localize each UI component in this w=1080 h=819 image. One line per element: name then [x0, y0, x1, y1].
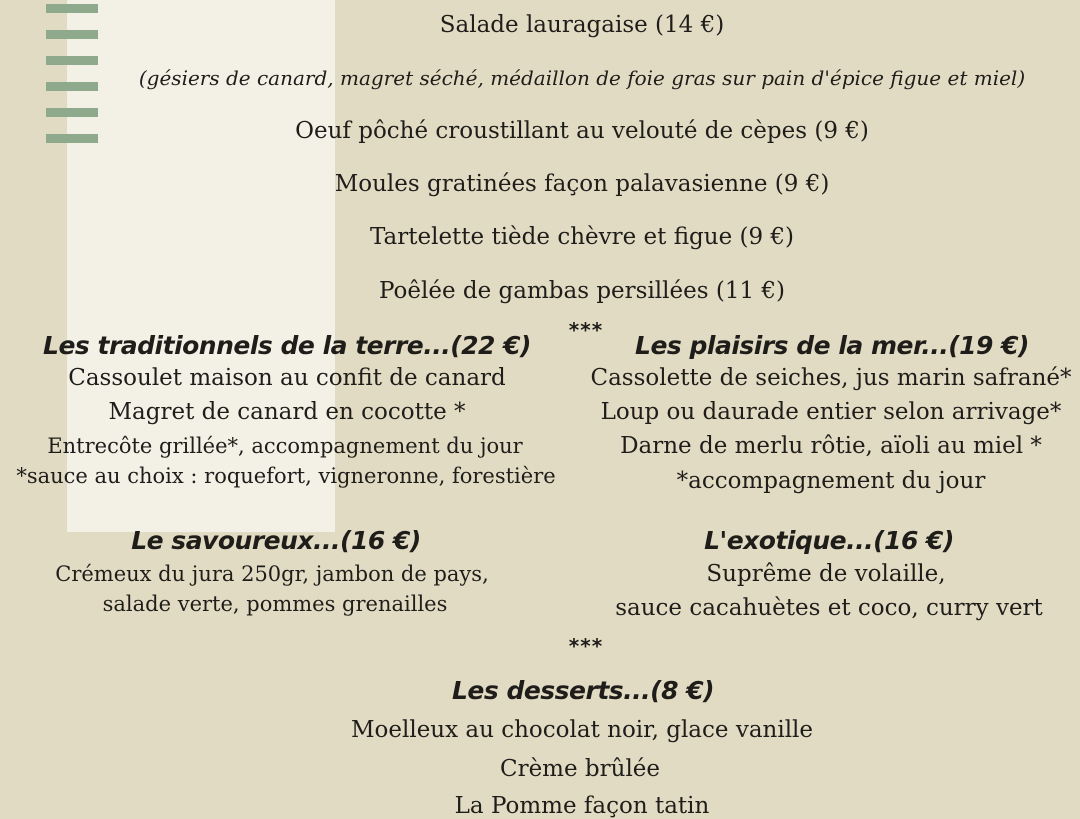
- section-title-exotique: L'exotique...(16 €): [704, 526, 954, 555]
- separator: ***: [568, 634, 604, 658]
- starter-item: Oeuf pôché croustillant au velouté de cèpes (9 €): [295, 118, 869, 144]
- menu-item: salade verte, pommes grenailles: [102, 592, 448, 616]
- starter-item: Moules gratinées façon palavasienne (9 €): [334, 171, 830, 197]
- starter-description: (gésiers de canard, magret séché, médaillon de foie gras sur pain d'épice figue et miel): [138, 66, 1026, 90]
- decorative-stripe: [46, 56, 98, 65]
- menu-item: Entrecôte grillée*, accompagnement du jour: [47, 434, 523, 458]
- section-title-terre: Les traditionnels de la terre...(22 €): [43, 331, 531, 360]
- starter-item: Poêlée de gambas persillées (11 €): [378, 278, 786, 304]
- menu-item: *sauce au choix : roquefort, vigneronne, forestière: [16, 464, 556, 488]
- decorative-stripe: [46, 108, 98, 117]
- starter-item: Salade lauragaise (14 €): [439, 12, 725, 38]
- separator: ***: [568, 318, 604, 342]
- decorative-stripe: [46, 30, 98, 39]
- decorative-stripe: [46, 4, 98, 13]
- menu-item: Darne de merlu rôtie, aïoli au miel *: [620, 433, 1042, 459]
- section-title-savoureux: Le savoureux...(16 €): [131, 526, 421, 555]
- section-title-desserts: Les desserts...(8 €): [451, 676, 715, 705]
- menu-item: Crémeux du jura 250gr, jambon de pays,: [55, 562, 489, 586]
- section-title-mer: Les plaisirs de la mer...(19 €): [635, 331, 1029, 360]
- menu-item: Moelleux au chocolat noir, glace vanille: [350, 717, 814, 743]
- menu-item: sauce cacahuètes et coco, curry vert: [615, 595, 1043, 621]
- menu-item: Cassolette de seiches, jus marin safrané*: [590, 365, 1072, 391]
- menu-item: Loup ou daurade entier selon arrivage*: [600, 399, 1062, 425]
- menu-item: Suprême de volaille,: [706, 561, 946, 587]
- decorative-stripe: [46, 134, 98, 143]
- menu-item: Cassoulet maison au confit de canard: [68, 365, 506, 391]
- decorative-stripe: [46, 82, 98, 91]
- menu-item: *accompagnement du jour: [676, 468, 986, 494]
- menu-item: La Pomme façon tatin: [454, 793, 710, 819]
- menu-item: Crème brûlée: [499, 756, 661, 782]
- starter-item: Tartelette tiède chèvre et figue (9 €): [369, 224, 795, 250]
- menu-item: Magret de canard en cocotte *: [108, 399, 466, 425]
